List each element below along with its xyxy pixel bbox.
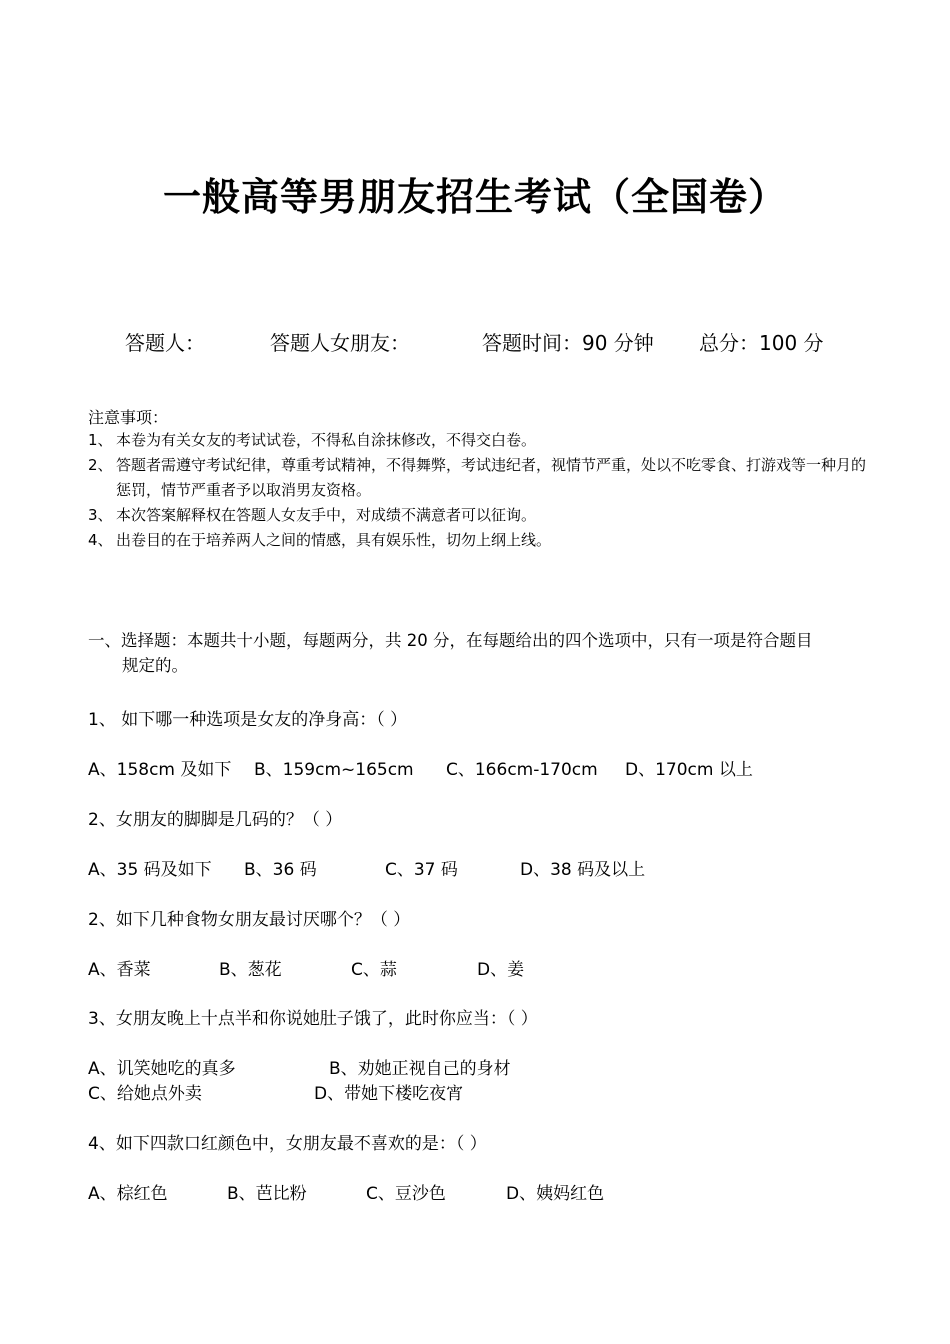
- note-item: [88, 503, 878, 528]
- option-b: B、36 码: [244, 860, 317, 880]
- note-number: 3、: [88, 506, 113, 524]
- note-number: 2、: [88, 456, 113, 474]
- option-d: D、带她下楼吃夜宵: [314, 1084, 464, 1104]
- exam-title: 一般高等男朋友招生考试（全国卷）: [162, 175, 787, 219]
- note-item: [88, 453, 878, 503]
- info-score: 总分：100 分: [699, 331, 824, 355]
- note-text: 本次答案解释权在答题人女友手中，对成绩不满意者可以征询。: [116, 506, 537, 524]
- option-b: B、劝她正视自己的身材: [329, 1059, 511, 1079]
- note-text: 出卷目的在于培养两人之间的情感，具有娱乐性，切勿上纲上线。: [116, 531, 552, 549]
- option-b: B、159cm~165cm: [254, 760, 414, 780]
- info-time: 答题时间：90 分钟: [482, 331, 654, 355]
- option-d: D、170cm 以上: [625, 760, 753, 780]
- note-text: 答题者需遵守考试纪律，尊重考试精神，不得舞弊，考试违纪者，视情节严重，处以不吃零食、打游戏等一种月的惩罚，情节严重者予以取消男友资格。: [116, 456, 867, 499]
- option-c: C、给她点外卖: [88, 1084, 202, 1104]
- question-stem: 2、如下几种食物女朋友最讨厌哪个？（ ）: [88, 910, 411, 930]
- section-heading-cont: 规定的。: [122, 656, 188, 675]
- option-a: A、香菜: [88, 960, 151, 980]
- option-c: C、166cm-170cm: [446, 760, 598, 780]
- option-b: B、芭比粉: [227, 1184, 307, 1204]
- option-d: D、姨妈红色: [506, 1184, 605, 1204]
- note-item: [88, 528, 878, 553]
- note-text: 本卷为有关女友的考试试卷，不得私自涂抹修改，不得交白卷。: [116, 431, 537, 449]
- info-respondent: 答题人：: [125, 331, 205, 355]
- option-c: C、蒜: [351, 960, 397, 980]
- section-heading: 一、选择题：本题共十小题，每题两分，共 20 分，在每题给出的四个选项中，只有一项是符合题目: [88, 631, 813, 650]
- option-a: A、棕红色: [88, 1184, 168, 1204]
- option-d: D、姜: [477, 960, 525, 980]
- notes-heading: 注意事项：: [88, 408, 169, 427]
- question-stem: 3、女朋友晚上十点半和你说她肚子饿了，此时你应当：（ ）: [88, 1009, 538, 1029]
- option-c: C、37 码: [385, 860, 458, 880]
- option-c: C、豆沙色: [366, 1184, 446, 1204]
- note-number: 1、: [88, 431, 113, 449]
- option-a: A、讥笑她吃的真多: [88, 1059, 236, 1079]
- option-a: A、35 码及如下: [88, 860, 212, 880]
- note-item: [88, 428, 878, 453]
- option-a: A、158cm 及如下: [88, 760, 232, 780]
- option-b: B、葱花: [219, 960, 282, 980]
- info-girlfriend: 答题人女朋友：: [270, 331, 410, 355]
- question-stem: 2、女朋友的脚脚是几码的？（ ）: [88, 810, 343, 830]
- option-d: D、38 码及以上: [520, 860, 646, 880]
- question-stem: 1、 如下哪一种选项是女友的净身高：（ ）: [88, 710, 408, 730]
- note-number: 4、: [88, 531, 113, 549]
- question-stem: 4、如下四款口红颜色中，女朋友最不喜欢的是：（ ）: [88, 1134, 487, 1154]
